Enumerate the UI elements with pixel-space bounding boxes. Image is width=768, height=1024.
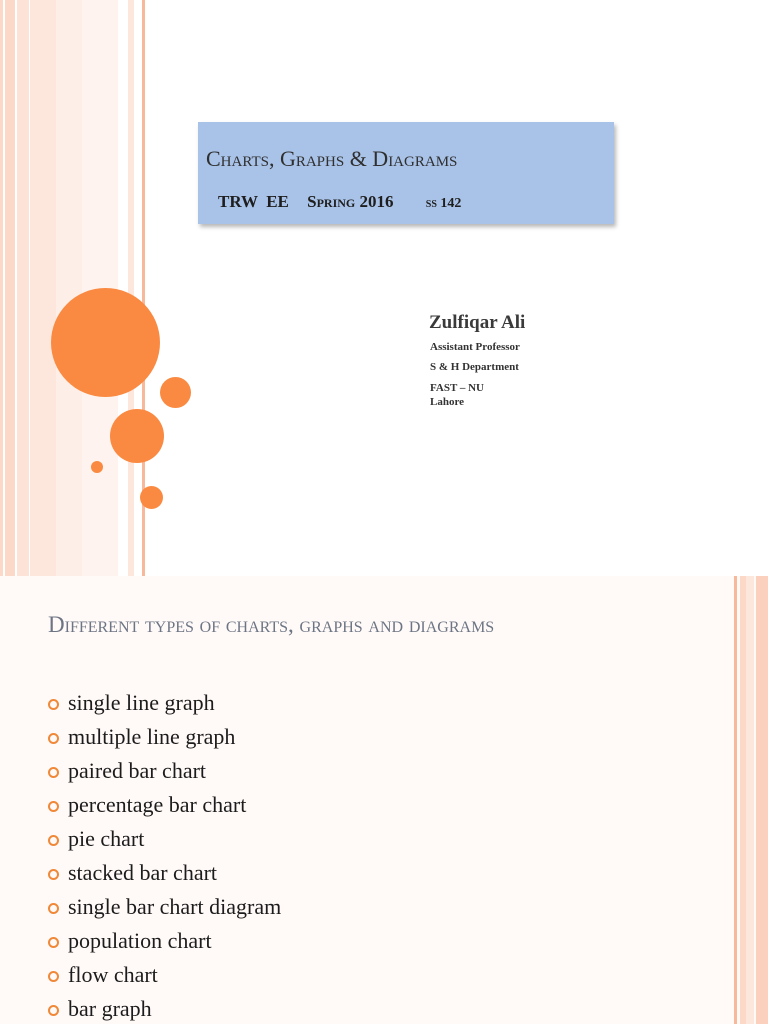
list-item (48, 788, 281, 822)
decor-circle (140, 486, 163, 509)
list-item-label: multiple line graph (68, 724, 236, 749)
list-item-label: population chart (68, 928, 212, 953)
author-institution: FAST – NU (430, 382, 484, 394)
slide-title: Charts, Graphs & Diagrams (206, 146, 458, 171)
circle-bullet-icon (48, 903, 59, 914)
list-item-label: stacked bar chart (68, 860, 218, 885)
circle-bullet-icon (48, 869, 59, 880)
decor-stripe (756, 576, 768, 1024)
content-slide (0, 576, 768, 1024)
decor-circle (160, 377, 191, 408)
list-item-label: pie chart (68, 826, 145, 851)
list-item-label: bar graph (68, 996, 152, 1021)
list-item (48, 958, 281, 992)
term: Spring 2016 (307, 192, 394, 211)
author-city: Lahore (430, 396, 465, 408)
decor-stripe (56, 0, 82, 576)
circle-bullet-icon (48, 733, 59, 744)
circle-bullet-icon (48, 937, 59, 948)
list-item (48, 992, 281, 1024)
decor-stripe (746, 576, 754, 1024)
decor-stripe (17, 0, 29, 576)
list-item (48, 754, 281, 788)
course-code: TRW EE (218, 192, 289, 211)
circle-bullet-icon (48, 835, 59, 846)
list-item (48, 686, 281, 720)
author-department: S & H Department (430, 361, 519, 373)
list-item-label: paired bar chart (68, 758, 207, 783)
list-item-label: single line graph (68, 690, 215, 715)
list-item (48, 720, 281, 754)
decor-stripe (5, 0, 15, 576)
room: ss 142 (425, 196, 462, 211)
decor-stripe (0, 0, 3, 576)
decor-circle (51, 288, 160, 397)
list-item (48, 890, 281, 924)
slide-heading: Different types of charts, graphs and diagrams (48, 612, 495, 637)
list-item (48, 822, 281, 856)
decor-stripe (128, 0, 134, 576)
slide-subtitle (218, 192, 461, 212)
title-box (198, 122, 614, 224)
circle-bullet-icon (48, 767, 59, 778)
author-name: Zulfiqar Ali (429, 312, 526, 333)
chart-types-list (48, 686, 281, 1024)
decor-stripe (30, 0, 56, 576)
decor-circle (110, 409, 164, 463)
author-title: Assistant Professor (430, 341, 520, 353)
list-item (48, 924, 281, 958)
list-item-label: percentage bar chart (68, 792, 247, 817)
list-item-label: single bar chart diagram (68, 894, 282, 919)
circle-bullet-icon (48, 801, 59, 812)
circle-bullet-icon (48, 1005, 59, 1016)
decor-stripe (734, 576, 737, 1024)
list-item-label: flow chart (68, 962, 158, 987)
decor-circle (91, 461, 103, 473)
list-item (48, 856, 281, 890)
circle-bullet-icon (48, 699, 59, 710)
circle-bullet-icon (48, 971, 59, 982)
